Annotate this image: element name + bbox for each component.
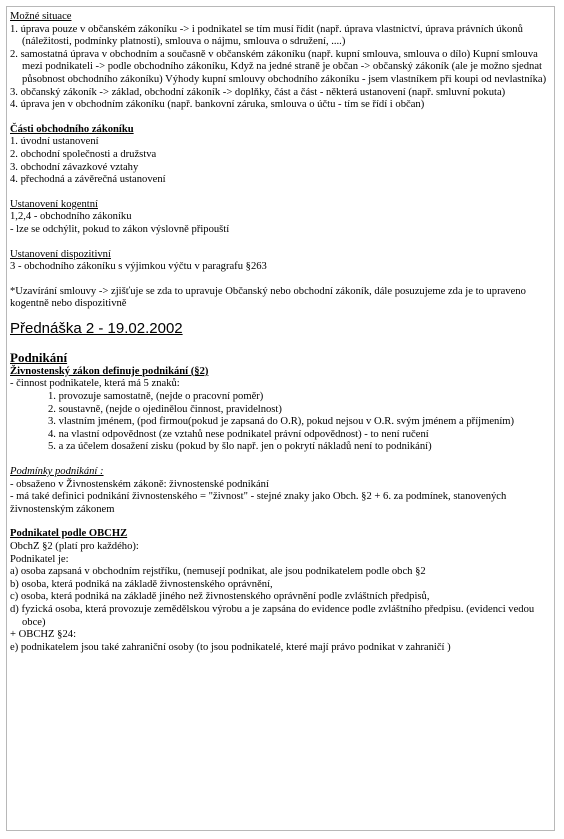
section-title-podminky: Podmínky podnikání : bbox=[10, 466, 104, 478]
list-item: 2. samostatná úprava v obchodním a současně v občanském zákoníku (např. kupní smlouva, smlouva o dílo) Kupní smlouva mezi podnikateli -> podle obchodního zákoníku, Když na jedné straně je občan -> občanský zákoník (ale je možno sjednat působnost obchodního zákoníku) Výhody kupní smlouvy obchodního zákoníku - jsem vlastníkem při koupi od nevlastníka) bbox=[10, 48, 547, 85]
list-item: 1. úprava pouze v občanském zákoníku -> i podnikatel se tím musí řídit (např. úprava vlastnictví, úprava právních úkonů (náležitosti, podmínky platnosti), smlouva o nájmu, smlouva o sdružení, ....) bbox=[10, 23, 523, 48]
list-item: c) osoba, která podniká na základě jiného než živnostenského oprávnění podle zvláštních předpisů, bbox=[10, 591, 430, 603]
section-title-casti: Části obchodního zákoníku bbox=[10, 123, 134, 135]
list-item: 4. přechodná a závěrečná ustanovení bbox=[10, 174, 166, 186]
list-item: a) osoba zapsaná v obchodním rejstříku, (nemusejí podnikat, ale jsou podnikatelem podle obch §2 bbox=[10, 566, 426, 578]
characteristics-list bbox=[10, 391, 551, 454]
list-item: 2. obchodní společnosti a družstva bbox=[10, 148, 157, 160]
list-item: 4. úprava jen v obchodním zákoníku (např. bankovní záruka, smlouva o účtu - tím se řídí i občan) bbox=[10, 99, 425, 111]
list-item: 3. obchodní závazkové vztahy bbox=[10, 161, 139, 173]
text-line: Podnikatel je: bbox=[10, 553, 69, 565]
document-body bbox=[10, 11, 551, 654]
section-title-podnikatel: Podnikatel podle OBCHZ bbox=[10, 528, 128, 540]
section-title-kogentni: Ustanovení kogentní bbox=[10, 198, 98, 210]
section-title-dispozitivni: Ustanovení dispozitivní bbox=[10, 248, 111, 260]
list-item: d) fyzická osoba, která provozuje zemědělskou výrobu a je zapsána do evidence podle zvláštního předpisu. (evidenci vedou obce) bbox=[10, 603, 535, 628]
list-item: 3 - obchodního zákoníku s výjimkou výčtu v paragrafu §263 bbox=[10, 261, 267, 273]
list-item: 1. provozuje samostatně, (nejde o pracovní poměr) bbox=[48, 391, 264, 403]
list-item: - má také definici podnikání živnostenského = "živnost" - stejné znaky jako Obch. §2 + 6. za podmínek, stanovených živnostenským zákonem bbox=[10, 491, 507, 515]
list-item: 4. na vlastní odpovědnost (ze vztahů nese podnikatel právní odpovědnost) - to není ručení bbox=[48, 428, 429, 440]
list-item: 1,2,4 - obchodního zákoníku bbox=[10, 211, 132, 223]
note-paragraph: *Uzavírání smlouvy -> zjišťuje se zda to upravuje Občanský nebo obchodní zákoník, dále posuzujeme zda je to upraveno kogentně nebo dispozitivně bbox=[10, 285, 526, 310]
list-item: e) podnikatelem jsou také zahraniční osoby (to jsou podnikatelé, které mají právo podnikat v zahraničí ) bbox=[10, 641, 451, 653]
list-item: 2. soustavně, (nejde o ojedinělou činnost, pravidelnost) bbox=[48, 403, 282, 415]
text-line: ObchZ §2 (platí pro každého): bbox=[10, 541, 139, 552]
list-item: b) osoba, která podniká na základě živnostenského oprávnění, bbox=[10, 578, 273, 590]
list-item: 5. a za účelem dosažení zisku (pokud by šlo např. jen o pokrytí nákladů není to podnikání) bbox=[48, 441, 432, 453]
list-item: - obsaženo v Živnostenském zákoně: živnostenské podnikání bbox=[10, 478, 269, 490]
text-line: + OBCHZ §24: bbox=[10, 629, 77, 641]
list-item: 3. vlastním jménem, (pod firmou(pokud je zapsaná do O.R), pokud nejsou v O.R. svým jménem a příjmením) bbox=[48, 416, 515, 428]
list-item: 3. občanský zákoník -> základ, obchodní zákoník -> doplňky, část a část - některá ustanovení (např. smluvní pokuta) bbox=[10, 86, 506, 98]
intro-text: - činnost podnikatele, která má 5 znaků: bbox=[10, 378, 180, 390]
lecture-heading: Přednáška 2 - 19.02.2002 bbox=[10, 319, 183, 337]
section-title-podnikani: Podnikání bbox=[10, 349, 68, 365]
section-subtitle-zivnostensky: Živnostenský zákon definuje podnikání (§2) bbox=[10, 365, 209, 377]
list-item: - lze se odchýlit, pokud to zákon výslovně připouští bbox=[10, 223, 230, 235]
section-title-moznost: Možné situace bbox=[10, 11, 72, 22]
list-item: 1. úvodní ustanovení bbox=[10, 136, 99, 148]
